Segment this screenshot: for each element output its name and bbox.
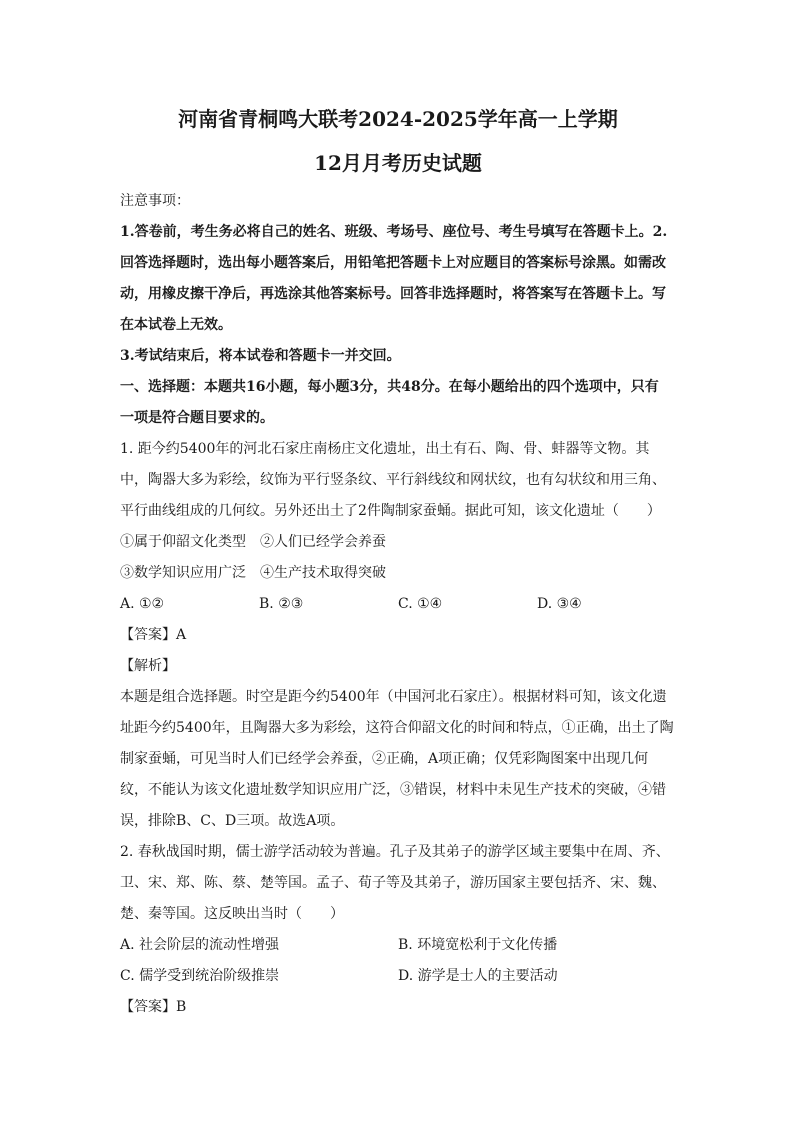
- question-options: [120, 930, 676, 961]
- notice-section: [120, 186, 676, 372]
- notice-heading: 注意事项：: [120, 193, 190, 209]
- question-stem-line: 卫、宋、郑、陈、蔡、楚等国。孟子、荀子等及其弟子，游历国家主要包括齐、宋、魏、: [120, 875, 666, 891]
- option-b: B. ②③: [259, 596, 304, 612]
- answer-label: 【答案】B: [120, 999, 187, 1015]
- question-options: [120, 961, 676, 992]
- analysis-line: 址距今约5400年，且陶器大多为彩绘，这符合仰韶文化的时间和特点，①正确，出土了陶: [120, 720, 674, 736]
- notice-item1-line: 回答选择题时，选出每小题答案后，用铅笔把答题卡上对应题目的答案标号涂黑。如需改: [120, 255, 666, 271]
- page-title: 河南省青桐鸣大联考2024-2025学年高一上学期: [178, 107, 618, 131]
- section-heading: [120, 372, 676, 434]
- question-stem-line: 1. 距今约5400年的河北石家庄南杨庄文化遗址，出土有石、陶、骨、蚌器等文物。其: [120, 441, 650, 457]
- option-c: C. ①④: [398, 596, 443, 612]
- analysis-heading: 【解析】: [120, 658, 176, 674]
- analysis-line: 误，排除B、C、D三项。故选A项。: [120, 813, 345, 829]
- page-subtitle: 12月月考历史试题: [314, 151, 482, 175]
- notice-item1-line: 在本试卷上无效。: [120, 317, 232, 333]
- option-c: C. 儒学受到统治阶级推崇: [120, 968, 280, 984]
- analysis-line: 制家蚕蛹，可见当时人们已经学会养蚕，②正确，A项正确；仅凭彩陶图案中出现几何: [120, 751, 649, 767]
- option-d: D. ③④: [537, 596, 582, 612]
- question-2: [120, 837, 676, 1023]
- question-1: [120, 434, 676, 837]
- section-heading-line: 一项是符合题目要求的。: [120, 410, 274, 426]
- question-statement: ③数学知识应用广泛 ④生产技术取得突破: [120, 565, 386, 581]
- option-b: B. 环境宽松利于文化传播: [398, 937, 558, 953]
- analysis-line: 本题是组合选择题。时空是距今约5400年（中国河北石家庄）。根据材料可知，该文化遗: [120, 689, 667, 705]
- section-heading-line: 一、选择题：本题共16小题，每小题3分，共48分。在每小题给出的四个选项中，只有: [120, 379, 659, 395]
- question-statement: ①属于仰韶文化类型 ②人们已经学会养蚕: [120, 534, 386, 550]
- question-stem-line: 2. 春秋战国时期，儒士游学活动较为普遍。孔子及其弟子的游学区域主要集中在周、齐、: [120, 844, 670, 860]
- notice-item3: 3.考试结束后，将本试卷和答题卡一并交回。: [120, 348, 401, 364]
- notice-item1-line: 动，用橡皮擦干净后，再选涂其他答案标号。回答非选择题时，将答案写在答题卡上。写: [120, 286, 666, 302]
- answer-label: 【答案】A: [120, 627, 187, 643]
- option-a: A. ①②: [120, 596, 165, 612]
- analysis-line: 纹，不能认为该文化遗址数学知识应用广泛，③错误，材料中未见生产技术的突破，④错: [120, 782, 666, 798]
- option-a: A. 社会阶层的流动性增强: [120, 937, 280, 953]
- question-stem-line: 平行曲线组成的几何纹。另外还出土了2件陶制家蚕蛹。据此可知，该文化遗址（ ）: [120, 503, 661, 519]
- option-d: D. 游学是士人的主要活动: [398, 968, 558, 984]
- notice-item1-line: 1.答卷前，考生务必将自己的姓名、班级、考场号、座位号、考生号填写在答题卡上。2.: [120, 224, 668, 240]
- question-stem-line: 中，陶器大多为彩绘，纹饰为平行竖条纹、平行斜线纹和网状纹，也有勾状纹和用三角、: [120, 472, 666, 488]
- question-stem-line: 楚、秦等国。这反映出当时（ ）: [120, 906, 344, 922]
- question-options: [120, 589, 676, 620]
